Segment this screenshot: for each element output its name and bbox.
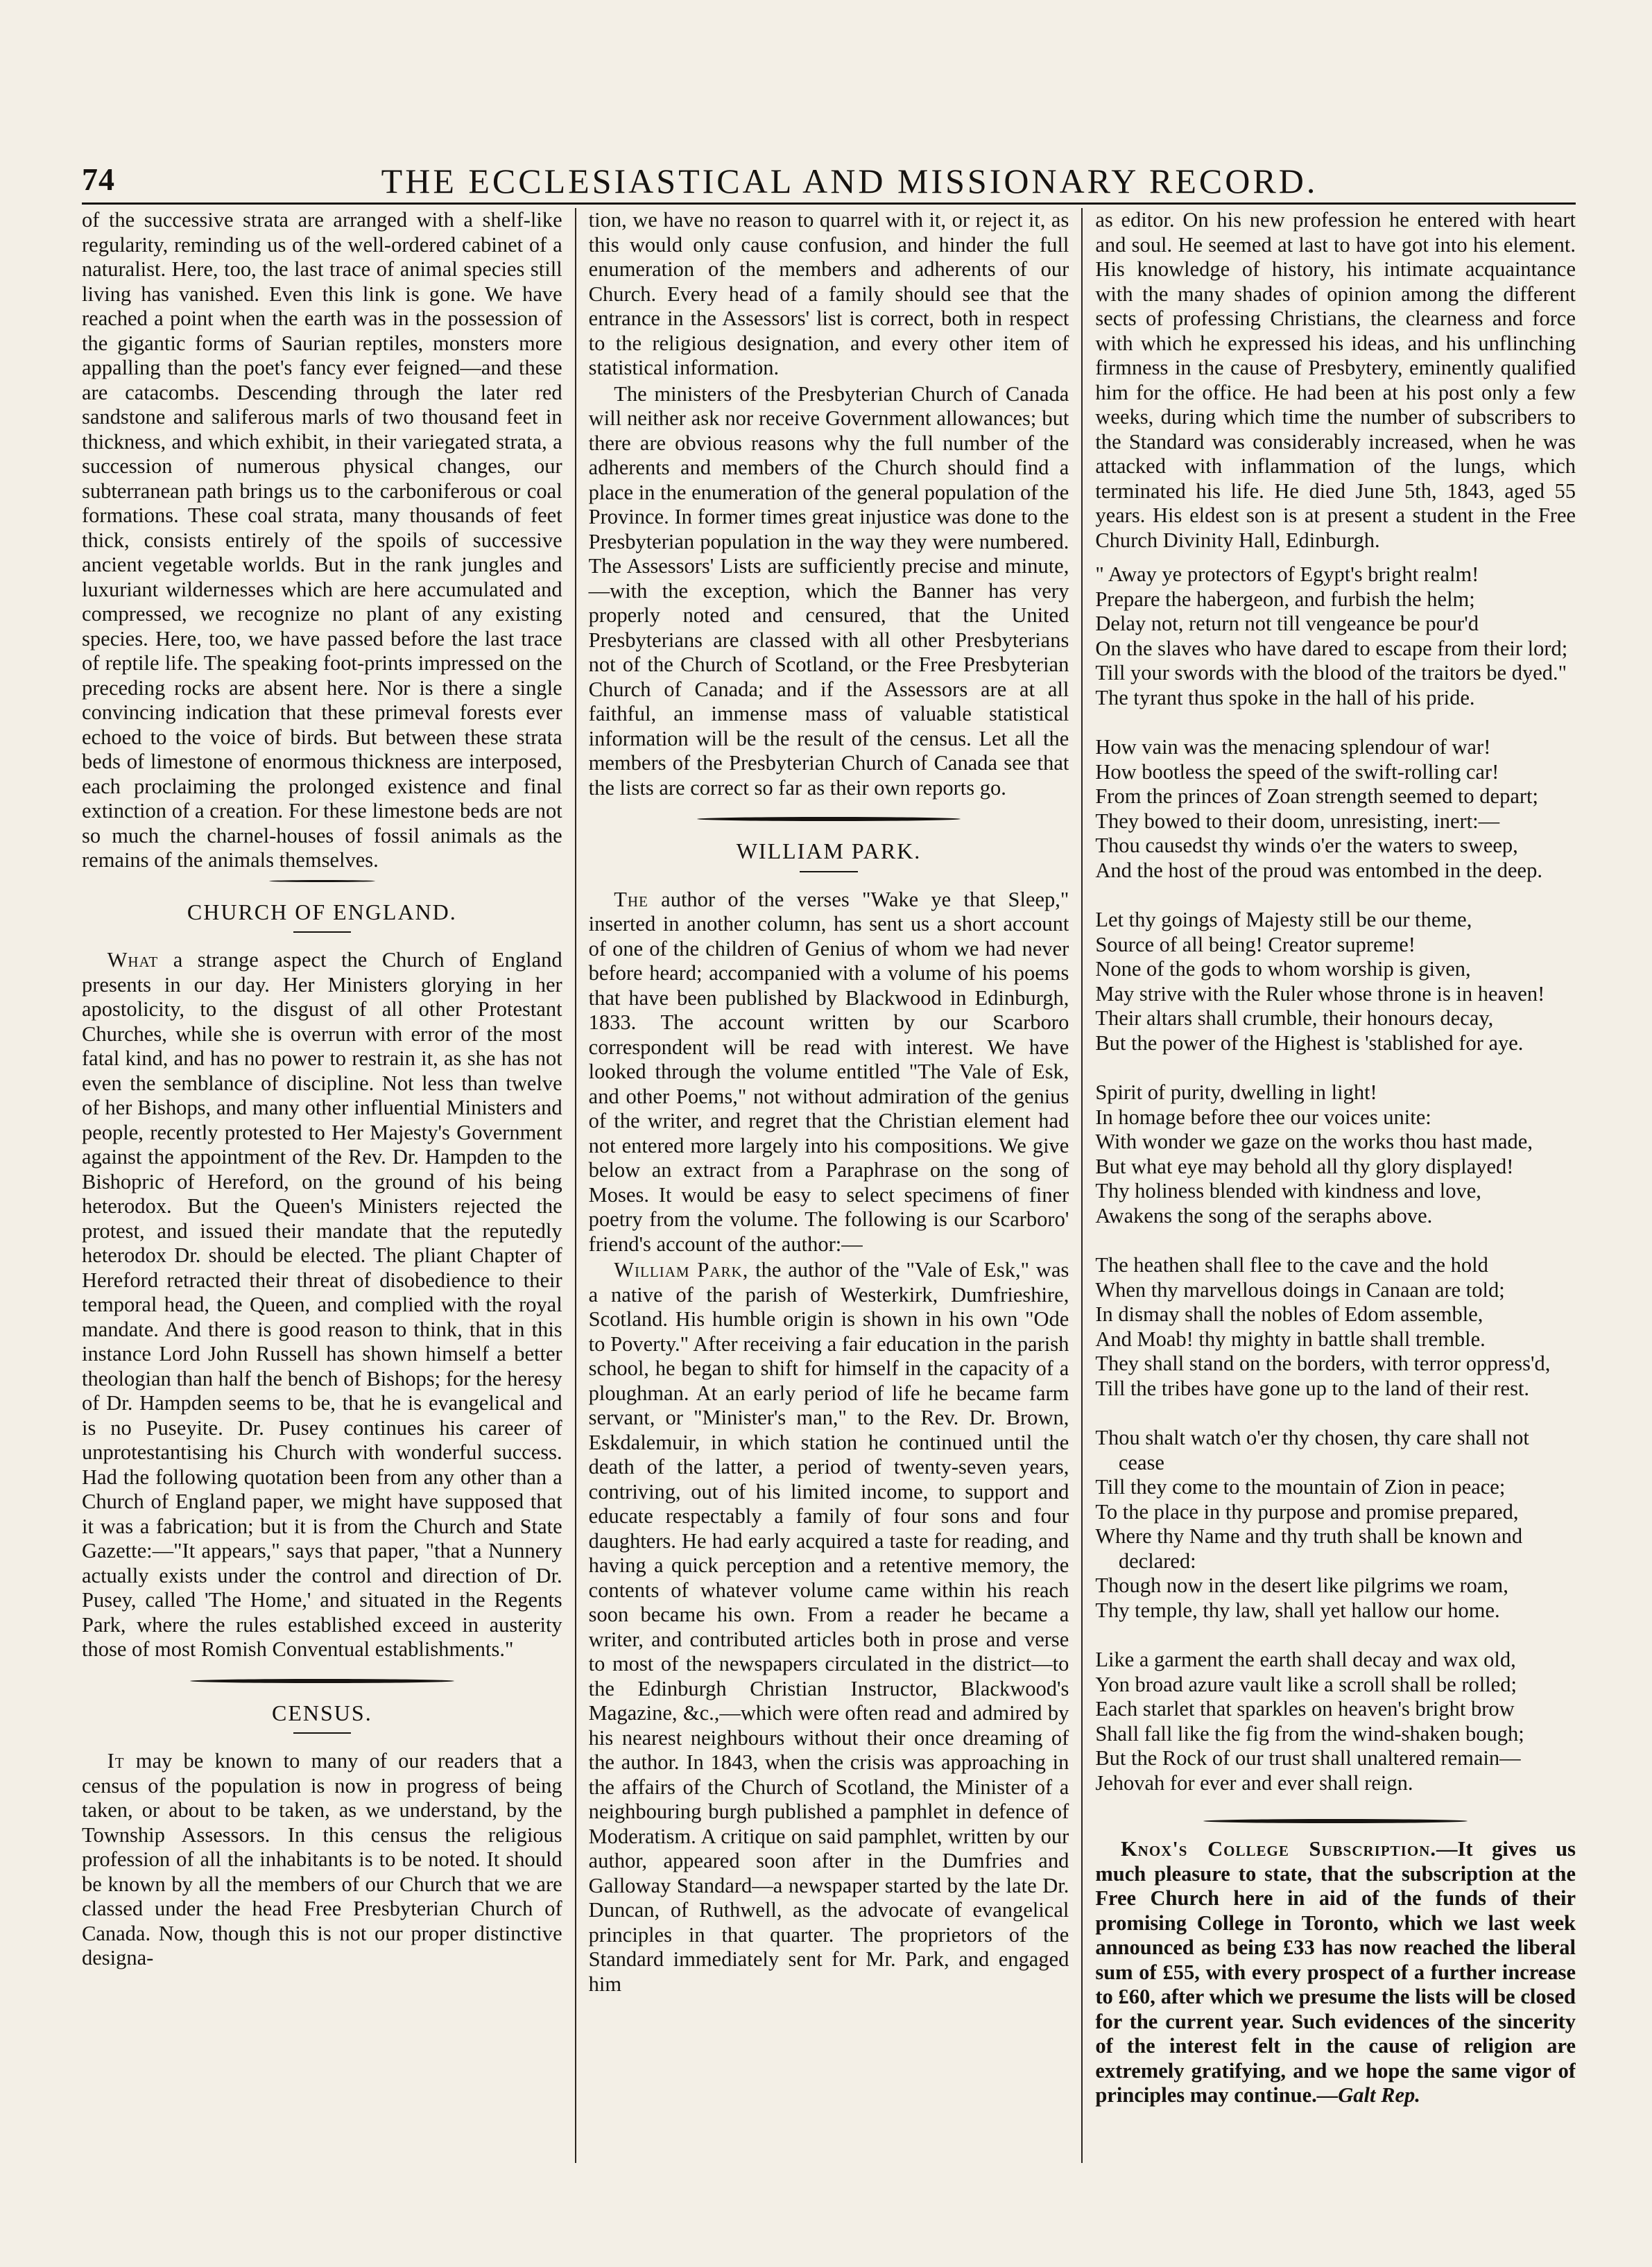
- census-title: CENSUS.: [271, 1700, 372, 1725]
- column-2: [575, 208, 1082, 2163]
- poem-line: In dismay shall the nobles of Edom assemble,: [1095, 1302, 1483, 1326]
- poem-line: From the princes of Zoan strength seemed to depart;: [1095, 784, 1538, 808]
- poem-line: On the slaves who have dared to escape from their lord;: [1095, 636, 1568, 660]
- poem-line: Though now in the desert like pilgrims we roam,: [1095, 1574, 1508, 1597]
- poem-line: And Moab! thy mighty in battle shall tremble.: [1095, 1327, 1486, 1351]
- poem-line: How vain was the menacing splendour of war!: [1095, 735, 1491, 759]
- poem-line: Thy temple, thy law, shall yet hallow our home.: [1095, 1598, 1500, 1622]
- poem-line: Till they come to the mountain of Zion in peace;: [1095, 1475, 1506, 1499]
- stanza-gap: [1095, 883, 1576, 898]
- poem-line: Spirit of purity, dwelling in light!: [1095, 1080, 1377, 1104]
- poem-line: Like a garment the earth shall decay and wax old,: [1095, 1648, 1516, 1671]
- poem-line: Thou shalt watch o'er thy chosen, thy care shall not cease: [1095, 1426, 1529, 1474]
- william-park-title: WILLIAM PARK.: [736, 838, 922, 863]
- poem-stanza-3: [1095, 908, 1576, 1055]
- census-continued-paragraph: tion, we have no reason to quarrel with it, or reject it, as this would only cause confusion, and hinder the full enumeration of the members and adherents of our Church. Every head of a family should see that the entrance in the Assessors' list is correct, both in respect to the religious designation, and every other item of statistical information.: [588, 208, 1069, 379]
- section-divider: [1203, 1819, 1468, 1823]
- poem-line: Jehovah for ever and ever shall reign.: [1095, 1770, 1413, 1795]
- poem-line: They bowed to their doom, unresisting, inert:—: [1095, 809, 1500, 833]
- columns: [82, 208, 1576, 2163]
- stanza-gap: [1095, 1401, 1576, 1416]
- poem-stanza-1: [1095, 562, 1576, 710]
- poem-line: The tyrant thus spoke in the hall of his pride.: [1095, 685, 1475, 709]
- poem-line: Delay not, return not till vengeance be pour'd: [1095, 612, 1479, 635]
- census-ministers-paragraph: The ministers of the Presbyterian Church of Canada will neither ask nor receive Government allowances; but there are obvious reasons why the full number of the adherents and members of the Church should find a place in the enumeration of the general population of the Province. In former times great injustice was done to the Presbyterian population in the way they were numbered. The Assessors' Lists are sufficiently precise and minute, —with the exception, which the Banner has very properly noted and censured, that the United Presbyterians are classed with all other Presbyterians not of the Church of Scotland, or the Free Presbyterian Church of Canada; and if the Assessors are at all faithful, an immense mass of valuable statistical information will be the result of the census. Let all the members of the Presbyterian Church of Canada see that the lists are correct so far as their own reports go.: [588, 381, 1069, 800]
- section-divider: [697, 817, 961, 821]
- poem-line: The heathen shall flee to the cave and the hold: [1095, 1253, 1488, 1277]
- poem-line: Thou causedst thy winds o'er the waters to sweep,: [1095, 834, 1518, 857]
- poem-line: Source of all being! Creator supreme!: [1095, 932, 1416, 956]
- title-underline: [293, 1732, 351, 1734]
- poem-line: And the host of the proud was entombed in the deep.: [1095, 858, 1542, 882]
- church-of-england-paragraph: What a strange aspect the Church of England presents in our day. Her Ministers glorying in her apostolicity, to the disgust of all other Protestant Churches, while she is overrun with error of the most fatal kind, and has no power to restrain it, as she has not even the semblance of discipline. Not less than twelve of her Bishops, and many other influential Ministers and people, recently protested to Her Majesty's Government against the appointment of the Rev. Dr. Hampden to the Bishopric of Hereford, on the ground of his being heterodox. But the Queen's Ministers rejected the protest, and issued their mandate that the reputedly heterodox Dr. should be elected. The pliant Chapter of Hereford retracted their threat of disobedience to their temporal head, the Queen, and complied with the royal mandate. And there is good reason to think, that in this instance Lord John Russell has shown himself a better theologian than half the bench of Bishops; for the heresy of Dr. Hampden seems to be, that he is evangelical and is no Puseyite. Dr. Pusey continues his career of unprotestantising his Church with wonderful success. Had the following quotation been from any other than a Church of England paper, we might have supposed that it was a fabrication; but it is from the Church and State Gazette:—"It appears," says that paper, "that a Nunnery actually exists under the control and direction of Dr. Pusey, called 'The Home,' and situated in the Regents Park, where the rules established exceed in austerity those of most Romish Conventual establishments.": [82, 948, 562, 1661]
- poem-stanza-5: [1095, 1253, 1576, 1401]
- william-park-intro-paragraph: The author of the verses "Wake ye that Sleep," inserted in another column, has sent us a short account of one of the children of Genius of whom we had never before heard; accompanied with a volume of his poems that have been published by Blackwood in Edinburgh, 1833. The account written by our Scarboro correspondent will be read with interest. We have looked through the volume entitled "The Vale of Esk, and other Poems," not without admiration of the genius of the writer, and regret that the Christian element had not entered more largely into his compositions. We give below an extract from a Paraphrase on the song of Moses. It would be easy to select specimens of finer poetry from the volume. The following is our Scarboro' friend's account of the author:—: [588, 887, 1069, 1256]
- poem-line: How bootless the speed of the swift-rolling car!: [1095, 759, 1499, 784]
- poem-line: To the place in thy purpose and promise prepared,: [1095, 1499, 1519, 1524]
- stanza-gap: [1095, 710, 1576, 725]
- title-underline: [293, 931, 351, 933]
- geology-paragraph: of the successive strata are arranged with a shelf-like regularity, reminding us of the well-ordered cabinet of a naturalist. Here, too, the last trace of animal species still living has vanished. Even this link is gone. We have reached a point when the earth was in the possession of the gigantic forms of Saurian reptiles, monsters more appalling than the poet's fancy ever feigned—and these are catacombs. Descending through the later red sandstone and saliferous marls of two thousand feet in thickness, and which exhibit, in their variegated strata, a succession of numerous physical changes, our subterranean path brings us to the carboniferous or coal formations. These coal strata, many thousands of feet thick, consists entirely of the spoils of successive ancient vegetable worlds. But in the rank jungles and luxuriant wildernesses which are here accumulated and compressed, we recognize no plant of any existing species. Here, too, we have passed before the last trace of reptile life. The speaking foot-prints impressed on the preceding rocks are absent here. Nor is there a single convincing indication that these primeval forests ever echoed to the voice of birds. But between these strata beds of limestone of enormous thickness are interposed, each proclaiming the prolonged existence and final extinction of a creation. For these limestone beds are not so much the charnel-houses of fossil animals as the remains of the animals themselves.: [82, 208, 562, 872]
- knox-college-notice: Knox's College Subscription.—It gives us much pleasure to state, that the subscription at the Free Church here in aid of the funds of their promising College in Toronto, which we last week announced as being £33 has now reached the liberal sum of £55, with every prospect of a further increase to £60, after which we presume the lists will be closed for the current year. Such evidences of the sincerity of the interest felt in the cause of religion are extremely gratifying, and we hope the same vigor of principles may continue.—Galt Rep.: [1095, 1837, 1576, 2107]
- running-title: THE ECCLESIASTICAL AND MISSIONARY RECORD.: [381, 162, 1318, 200]
- poem-line: But what eye may behold all thy glory displayed!: [1095, 1154, 1514, 1178]
- william-park-editor-paragraph: as editor. On his new profession he entered with heart and soul. He seemed at last to have got into his element. His knowledge of history, his intimate acquaintance with the many shades of opinion among the different sects of professing Christians, the clearness and force with which he expressed his ideas, and his unflinching firmness in the cause of Presbytery, eminently qualified him for the office. He had been at his post only a few weeks, during which time the number of subscribers to the Standard was considerably increased, when he was attacked with inflammation of the lungs, which terminated his life. He died June 5th, 1843, aged 55 years. His eldest son is at present a student in the Free Church Divinity Hall, Edinburgh.: [1095, 208, 1576, 552]
- poem-line: When thy marvellous doings in Canaan are told;: [1095, 1277, 1505, 1302]
- poem-line: With wonder we gaze on the works thou hast made,: [1095, 1130, 1533, 1153]
- poem-line: " Away ye protectors of Egypt's bright realm!: [1095, 562, 1479, 586]
- poem-line: Till the tribes have gone up to the land of their rest.: [1095, 1376, 1530, 1400]
- stanza-gap: [1095, 1055, 1576, 1071]
- poem-line: But the Rock of our trust shall unaltered remain—: [1095, 1746, 1521, 1770]
- church-of-england-title: CHURCH OF ENGLAND.: [187, 899, 457, 924]
- poem-line: Till your swords with the blood of the traitors be dyed.": [1095, 661, 1567, 684]
- poem-stanza-7: [1095, 1648, 1576, 1795]
- poem-line: But the power of the Highest is 'stablished for aye.: [1095, 1031, 1524, 1055]
- poem-stanza-2: [1095, 735, 1576, 883]
- column-1: [82, 208, 575, 2163]
- poem-line: Yon broad azure vault like a scroll shall be rolled;: [1095, 1672, 1517, 1696]
- header-rule: [82, 202, 1576, 205]
- poem-line: None of the gods to whom worship is given,: [1095, 957, 1471, 981]
- census-paragraph: It may be known to many of our readers that a census of the population is now in progress of being taken, or about to be taken, as we understand, by the Township Assessors. In this census the religious profession of all the inhabitants is to be noted. It should be known by all the members of our Church that we are classed under the head Free Presbyterian Church of Canada. Now, though this is not our proper distinctive designa-: [82, 1749, 562, 1969]
- poem-line: Each starlet that sparkles on heaven's bright brow: [1095, 1697, 1515, 1721]
- section-divider: [269, 880, 375, 882]
- poem-line: Let thy goings of Majesty still be our theme,: [1095, 908, 1472, 931]
- section-divider: [190, 1679, 454, 1683]
- page-number: 74: [82, 162, 115, 197]
- stanza-gap: [1095, 1228, 1576, 1243]
- poem-line: Thy holiness blended with kindness and love,: [1095, 1179, 1481, 1203]
- poem-line: Awakens the song of the seraphs above.: [1095, 1203, 1433, 1227]
- stanza-gap: [1095, 1623, 1576, 1638]
- poem-line: In homage before thee our voices unite:: [1095, 1105, 1431, 1129]
- poem-line: Their altars shall crumble, their honours decay,: [1095, 1006, 1494, 1030]
- poem-line: Prepare the habergeon, and furbish the helm;: [1095, 587, 1475, 611]
- poem-line: May strive with the Ruler whose throne is in heaven!: [1095, 981, 1545, 1006]
- poem-line: Shall fall like the fig from the wind-shaken bough;: [1095, 1721, 1524, 1745]
- poem-stanza-4: [1095, 1080, 1576, 1228]
- column-3: [1081, 208, 1576, 2163]
- poem-line: They shall stand on the borders, with terror oppress'd,: [1095, 1352, 1551, 1375]
- poem-stanza-6: [1095, 1426, 1576, 1623]
- title-underline: [800, 871, 857, 872]
- poem-line: Where thy Name and thy truth shall be known and declared:: [1095, 1524, 1523, 1573]
- william-park-bio-paragraph: William Park, the author of the "Vale of Esk," was a native of the parish of Westerkirk, Dumfrieshire, Scotland. His humble origin is shown in his own "Ode to Poverty." After receiving a fair education in the parish school, he began to shift for himself in the capacity of a ploughman. At an early period of life he became farm servant, or "Minister's man," to the Rev. Dr. Brown, Eskdalemuir, in which station he continued until the death of the latter, a period of twenty-seven years, contriving, out of his limited income, to support and educate respectably a family of four sons and four daughters. He had early acquired a taste for reading, and having a quick perception and a retentive memory, the contents of whatever volume came within his reach soon became his own. From a reader he became a writer, and contributed articles both in prose and verse to most of the newspapers circulated in the district—to the Edinburgh Christian Instructor, Blackwood's Magazine, &c.,—which were often read and admired by his nearest neighbours without their once dreaming of the author. In 1843, when the crisis was approaching in the affairs of the Church of Scotland, the Minister of a neighbouring burgh published a pamphlet in defence of Moderatism. A critique on said pamphlet, written by our author, appeared soon after in the Dumfries and Galloway Standard—a newspaper started by the late Dr. Duncan, of Ruthwell, as the advocate of evangelical principles in that quarter. The proprietors of the Standard immediately sent for Mr. Park, and engaged him: [588, 1258, 1069, 1996]
